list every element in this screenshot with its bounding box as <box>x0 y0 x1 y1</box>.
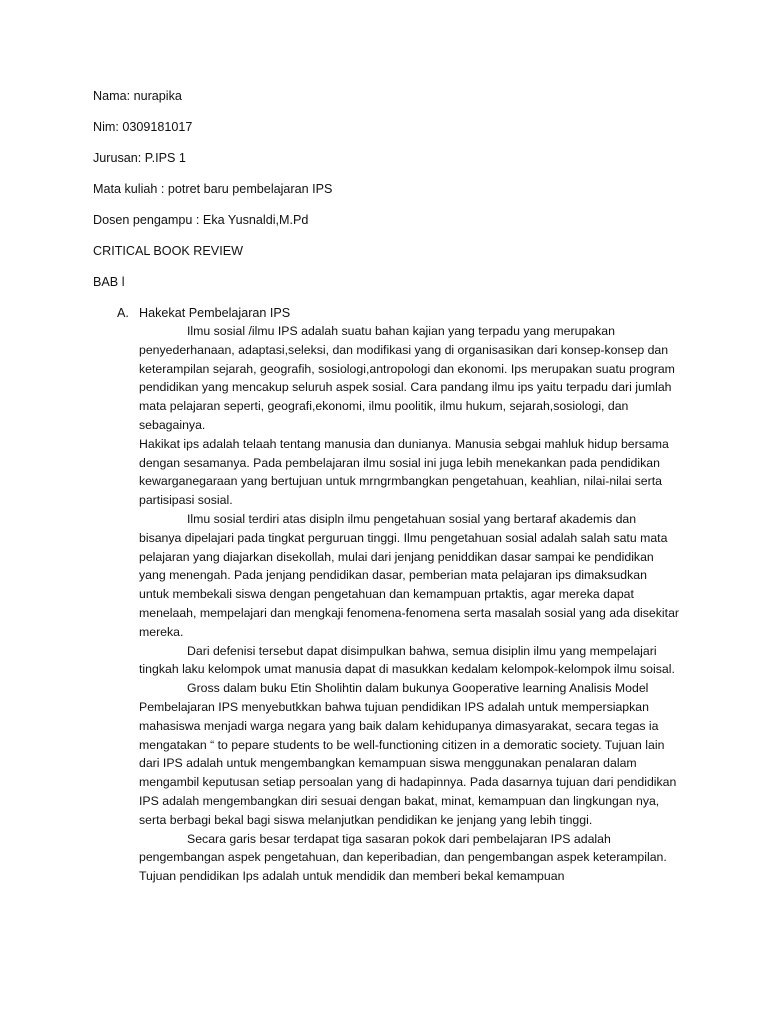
document-title: CRITICAL BOOK REVIEW <box>93 244 243 258</box>
section-letter: A. <box>117 306 129 320</box>
paragraph: Dari defenisi tersebut dapat disimpulkan bahwa, semua disiplin ilmu yang mempelajari tingkah laku kelompok umat manusia dapat di masukkan kedalam kelompok-kelompok ilmu soisal. <box>139 643 675 677</box>
lecturer-name: Dosen pengampu : Eka Yusnaldi,M.Pd <box>93 213 309 227</box>
paragraph: Gross dalam buku Etin Sholihtin dalam bukunya Gooperative learning Analisis Model Pembelajaran IPS menyebutkkan bahwa tujuan pendidikan IPS adalah untuk mempersiapkan mahasiswa menjadi warga negara yang baik dalam kehidupanya dimasyarakat, secara tegas ia mengatakan “ to pepare students to be well-functioning citizen in a demoratic society. Tujuan lain dari IPS adalah untuk mengembangkan kemampuan siswa menggunakan penalaran dalam mengambil keputusan setiap persoalan yang di hadapinnya. Pada dasarnya tujuan dari pendidikan IPS adalah mengembangkan diri sesuai dengan bakat, minat, kemampuan dan lingkungan nya, serta berbagi bekal bagi siswa melanjutkan pendidikan ke jenjang yang lebih tinggi. <box>139 681 677 827</box>
student-major: Jurusan: P.IPS 1 <box>93 151 186 165</box>
paragraph: Ilmu sosial terdiri atas disipln ilmu pengetahuan sosial yang bertaraf akademis dan bisanya dipelajari pada tingkat perguruan tinggi. Ilmu pengetahuan sosial adalah salah satu mata pelajaran yang diajarkan disekollah, mulai dari jenjang peniddikan dasar sampai ke pendidikan yang menengah. Pada jenjang pendidikan dasar, pemberian mata pelajaran ips dimaksudkan untuk membekali siswa dengan pengetahuan dan kemampuan prtaktis, agar mereka dapat menelaah, mempelajari dan mengkaji fenomena-fenomena serta masalah sosial yang ada disekitar mereka. <box>139 511 680 639</box>
chapter-label: BAB l <box>93 275 125 289</box>
paragraph: Hakikat ips adalah telaah tentang manusia dan dunianya. Manusia sebgai mahluk hidup bersama dengan sesamanya. Pada pembelajaran ilmu sosial ini juga lebih menekankan pada pendidikan kewarganegaraan yang bertujuan untuk mrngrmbangkan pengetahuan, keahlian, nilai-nilai serta partisipasi sosial. <box>139 436 669 508</box>
paragraph: Ilmu sosial /ilmu IPS adalah suatu bahan kajian yang terpadu yang merupakan penyederhanaan, adaptasi,seleksi, dan modifikasi yang di organisasikan dari konsep-konsep dan keterampilan sejarah, geografih, sosiologi,antropologi dan ekonomi. Ips merupakan suatu program pendidikan yang mencakup seluruh aspek sosial. Cara pandang ilmu ips yaitu terpadu dari jumlah mata pelajaran seperti, geografi,ekonomi, ilmu poolitik, ilmu hukum, sejarah,sosiologi, dan sebagainya. <box>139 324 675 432</box>
section-body <box>139 322 679 886</box>
student-name: Nama: nurapika <box>93 89 182 103</box>
section-title: Hakekat Pembelajaran IPS <box>139 306 291 320</box>
section-heading <box>117 305 677 321</box>
course-name: Mata kuliah : potret baru pembelajaran IPS <box>93 182 333 196</box>
student-nim: Nim: 0309181017 <box>93 120 193 134</box>
paragraph: Secara garis besar terdapat tiga sasaran pokok dari pembelajaran IPS adalah pengembangan aspek pengetahuan, dan keperibadian, dan pengembangan aspek keterampilan. Tujuan pendidikan Ips adalah untuk mendidik dan memberi bekal kemampuan <box>139 831 667 884</box>
